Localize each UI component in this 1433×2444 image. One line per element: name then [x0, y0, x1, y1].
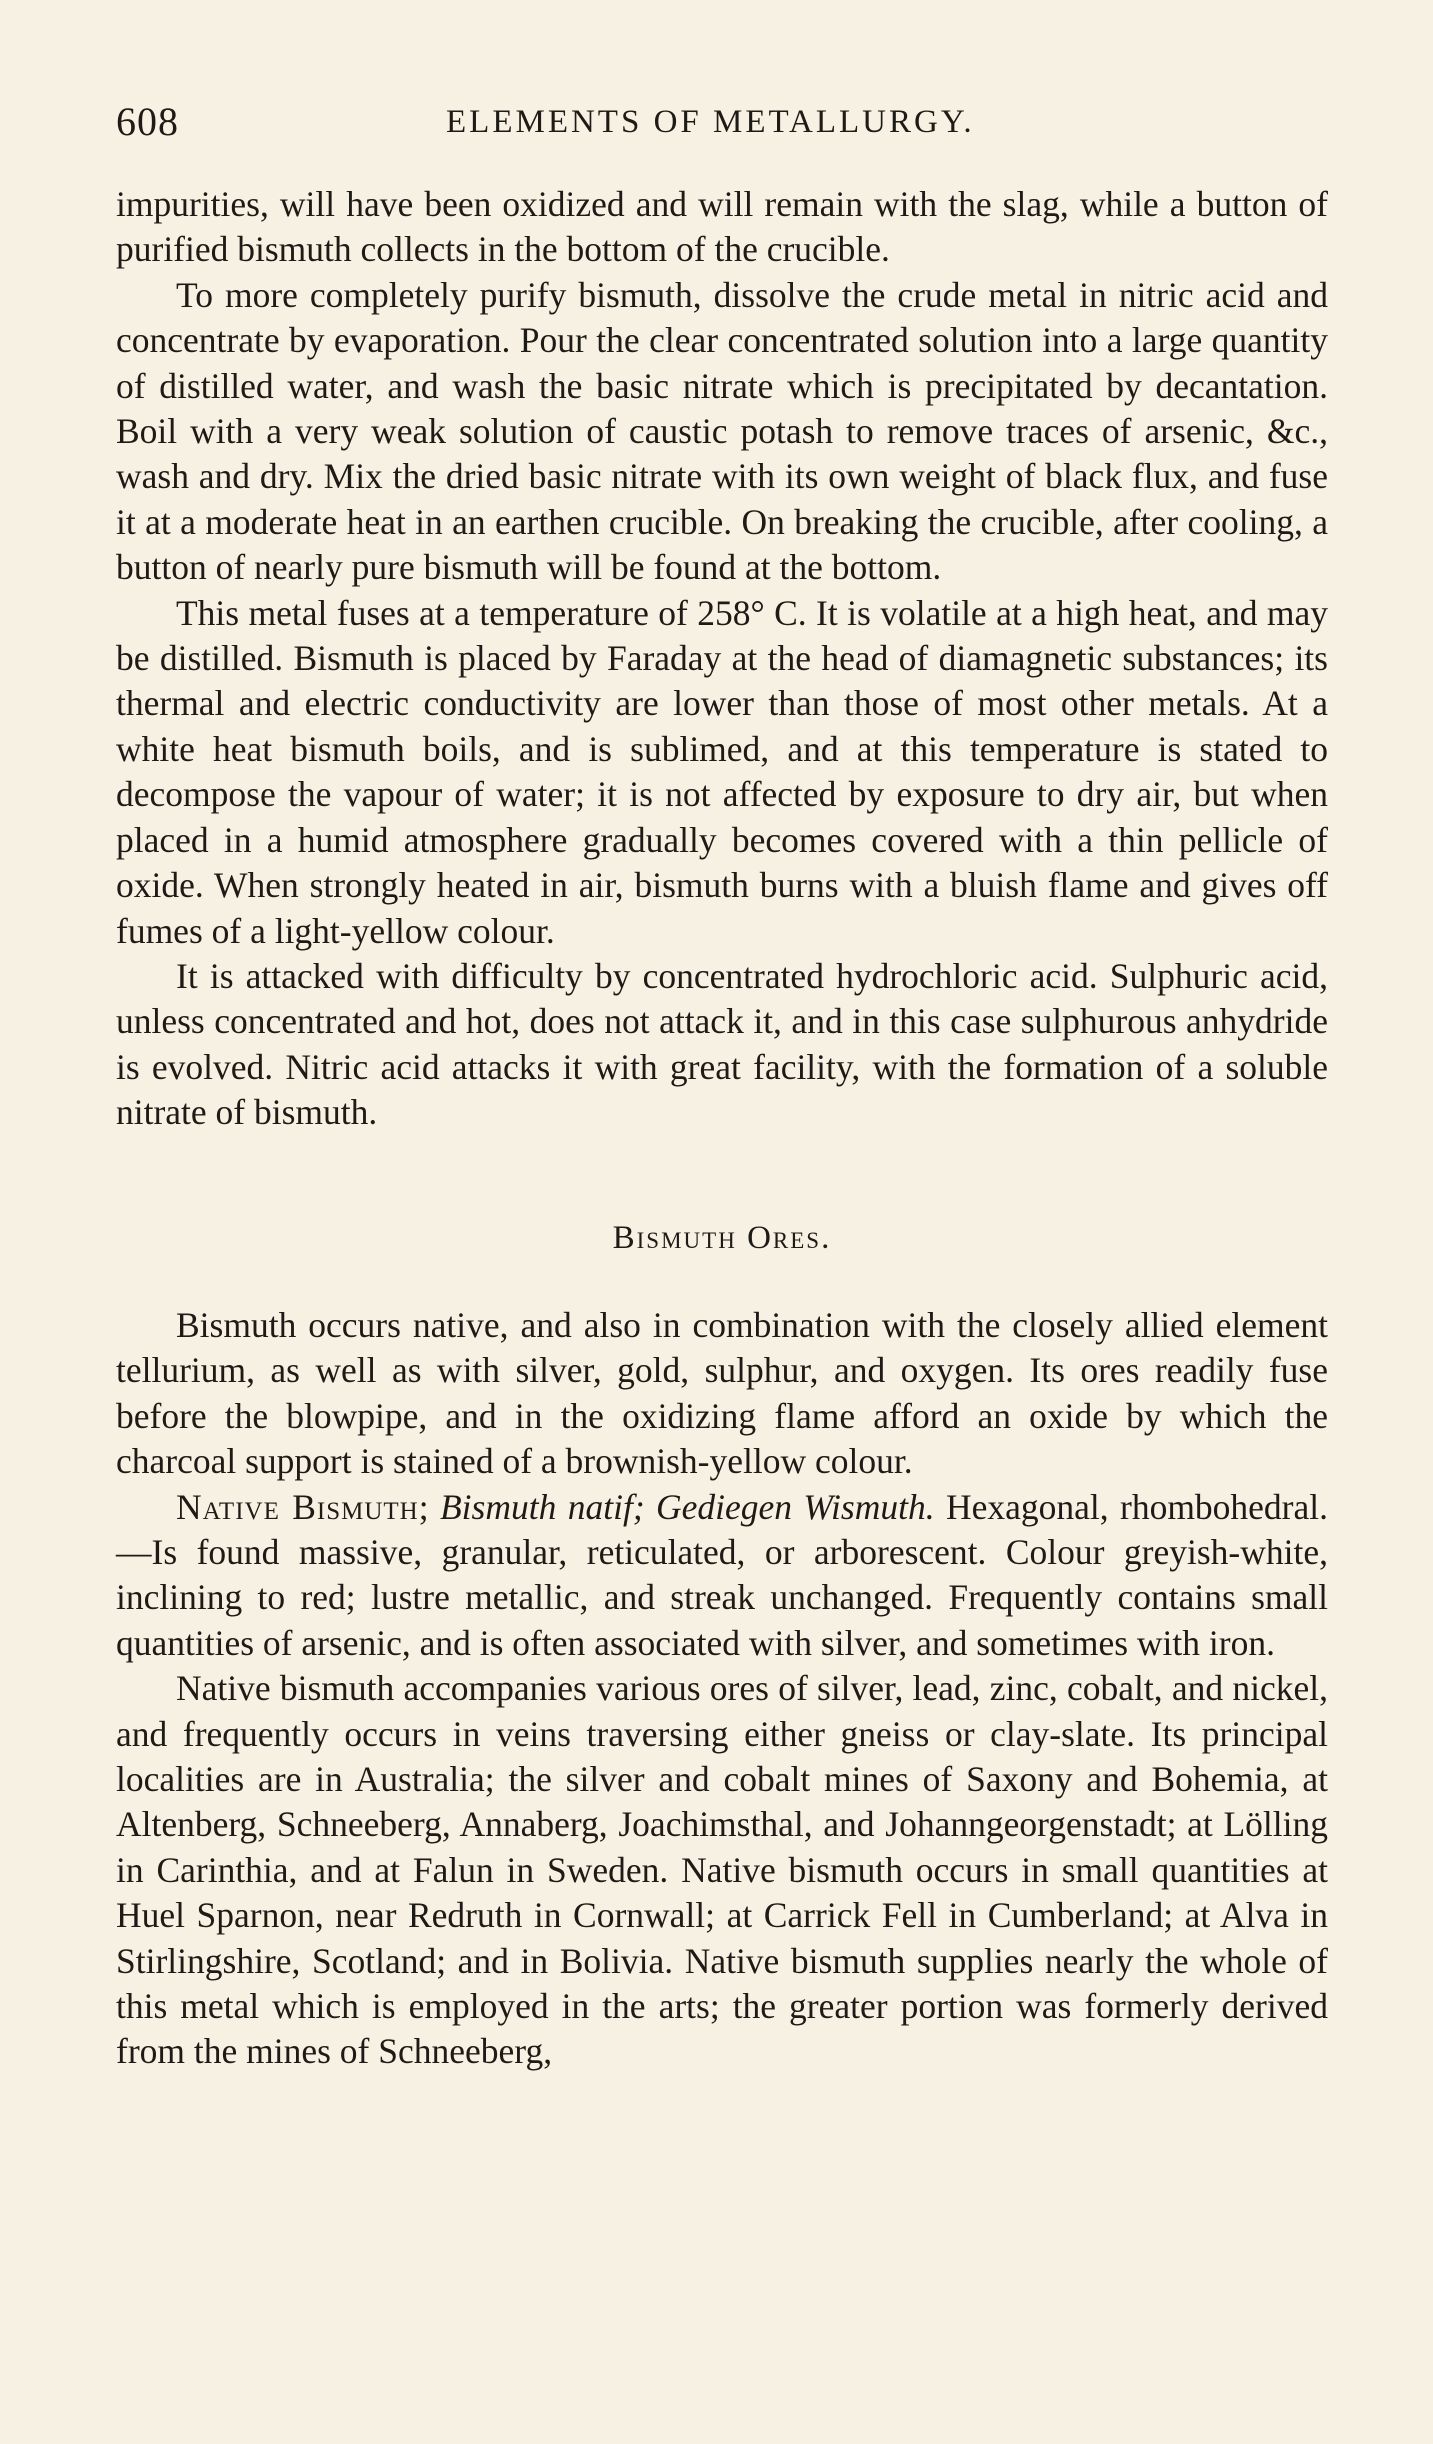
paragraph-native-bismuth [116, 1485, 1328, 1667]
running-head [116, 98, 1326, 158]
paragraph-acids: It is attacked with difficulty by concentrated hydrochloric acid. Sulphuric acid, unless concentrated and hot, does not attack it, and in this case sulphurous anhydride is evolved. Nitric acid attacks it with great facility, with the formation of a soluble nitrate of bismuth. [116, 955, 1328, 1133]
mineral-description: Hexagonal, rhombohedral.—Is found massive, granular, reticulated, or arborescent. Colour greyish-white, inclining to red; lustre metallic, and streak unchanged. Frequently contains small quantities of arsenic, and is often associated with silver, and sometimes with iron. [116, 1486, 1329, 1663]
paragraph-purification: To more completely purify bismuth, dissolve the crude metal in nitric acid and concentrate by evaporation. Pour the clear concentrated solution into a large quantity of distilled water, and wash the basic nitrate which is precipitated by decantation. Boil with a very weak solution of caustic potash to remove traces of arsenic, &c., wash and dry. Mix the dried basic nitrate with its own weight of black flux, and fuse it at a moderate heat in an earthen crucible. On breaking the crucible, after cooling, a button of nearly pure bismuth will be found at the bottom. [116, 274, 1328, 588]
mineral-term: Native Bismuth [176, 1486, 419, 1527]
paragraph-properties: This metal fuses at a temperature of 258° C. It is volatile at a high heat, and may be distilled. Bismuth is placed by Faraday at the head of diamagnetic substances; its thermal and electric conductivity are lower than those of most other metals. At a white heat bismuth boils, and is sublimed, and at this temperature is stated to decompose the vapour of water; it is not affected by exposure to dry air, but when placed in a humid atmosphere gradually becomes covered with a thin pellicle of oxide. When strongly heated in air, bismuth burns with a bluish flame and gives off fumes of a light-yellow colour. [116, 592, 1328, 951]
page-number: 608 [116, 99, 179, 144]
mineral-synonyms: Bismuth natif; Gediegen Wismuth. [440, 1486, 935, 1527]
paragraph-ores-intro: Bismuth occurs native, and also in combination with the closely allied element tellurium, as well as with silver, gold, sulphur, and oxygen. Its ores readily fuse before the blowpipe, and in the oxidizing flame afford an oxide by which the charcoal support is stained of a brownish-yellow colour. [116, 1304, 1328, 1482]
paragraph-localities: Native bismuth accompanies various ores of silver, lead, zinc, cobalt, and nickel, and frequently occurs in veins traversing either gneiss or clay-slate. Its principal localities are in Australia; the silver and cobalt mines of Saxony and Bohemia, at Altenberg, Schneeberg, Annaberg, Joachimsthal, and Johanngeorgenstadt; at Lölling in Carinthia, and at Falun in Sweden. Native bismuth occurs in small quantities at Huel Sparnon, near Redruth in Cornwall; at Carrick Fell in Cumberland; at Alva in Stirlingshire, Scotland; and in Bolivia. Native bismuth supplies nearly the whole of this metal which is employed in the arts; the greater portion was formerly derived from the mines of Schneeberg, [116, 1668, 1328, 2072]
term-separator: ; [418, 1486, 440, 1527]
body-text [116, 182, 1328, 2075]
running-title: ELEMENTS OF METALLURGY. [446, 104, 975, 140]
section-heading: Bismuth Ores. [612, 1219, 832, 1256]
paragraph-continuation: impurities, will have been oxidized and will remain with the slag, while a button of purified bismuth collects in the bottom of the crucible. [116, 184, 1328, 270]
